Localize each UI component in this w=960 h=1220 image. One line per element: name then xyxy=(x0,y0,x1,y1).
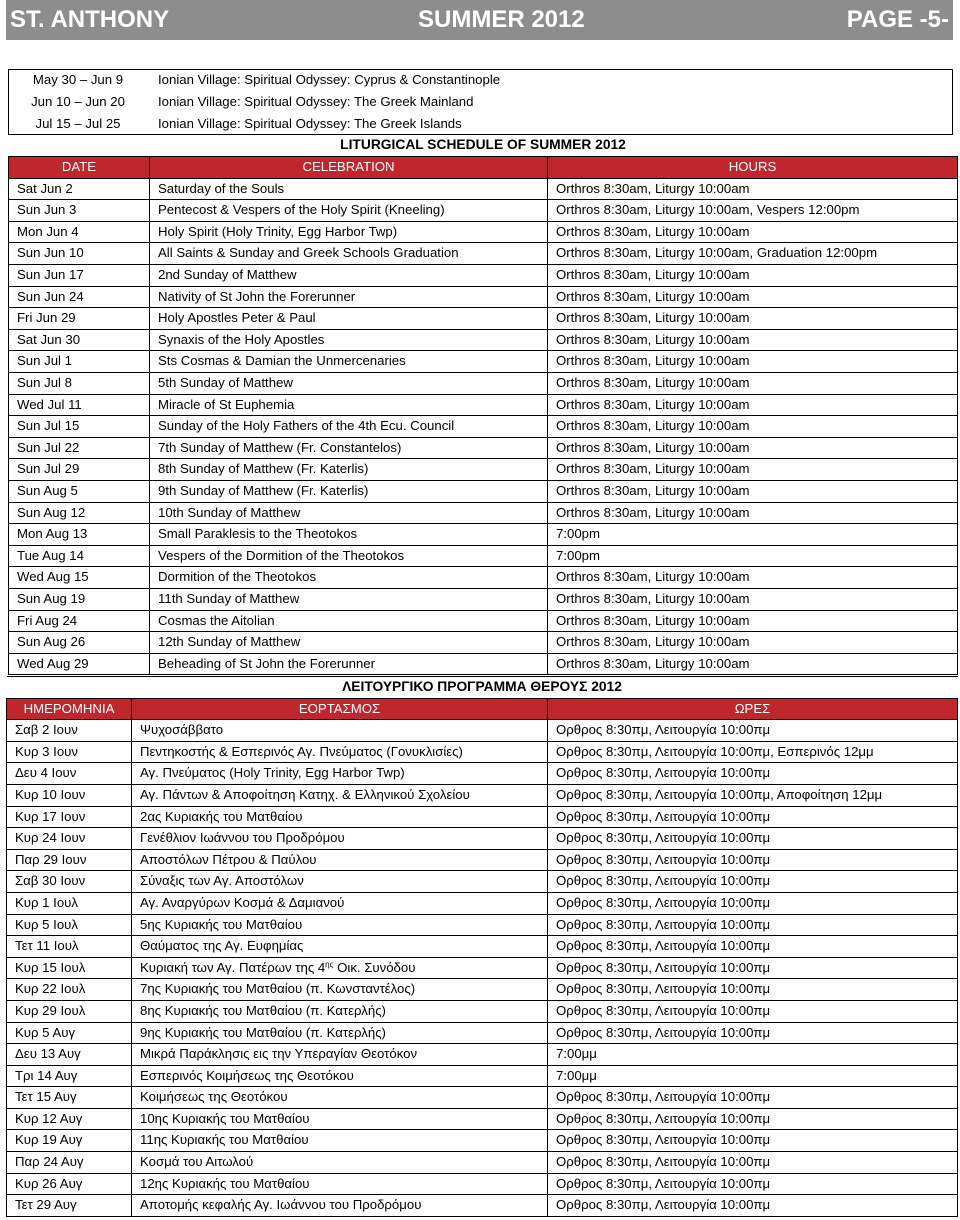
row-hours: Ορθρος 8:30πμ, Λειτουργία 10:00πμ xyxy=(548,1173,958,1195)
row-date: Sun Jun 10 xyxy=(9,243,150,265)
header-celebration: CELEBRATION xyxy=(150,157,548,179)
row-celebration: Sts Cosmas & Damian the Unmercenaries xyxy=(150,351,548,373)
row-date: Τετ 11 Ιουλ xyxy=(7,936,132,958)
row-hours: Orthros 8:30am, Liturgy 10:00am xyxy=(548,653,958,675)
row-date: Κυρ 5 Αυγ xyxy=(7,1022,132,1044)
row-hours: Orthros 8:30am, Liturgy 10:00am, Graduation 12:00pm xyxy=(548,243,958,265)
pilgrimage-row xyxy=(8,113,953,135)
row-hours: Ορθρος 8:30πμ, Λειτουργία 10:00πμ xyxy=(548,871,958,893)
row-hours: 7:00μμ xyxy=(548,1065,958,1087)
row-celebration: Αποστόλων Πέτρου & Παύλου xyxy=(132,849,548,871)
row-celebration: 12th Sunday of Matthew xyxy=(150,632,548,654)
row-celebration: 8th Sunday of Matthew (Fr. Katerlis) xyxy=(150,459,548,481)
issue-name: SUMMER 2012 xyxy=(418,6,585,33)
row-date: Κυρ 1 Ιουλ xyxy=(7,892,132,914)
english-schedule-row xyxy=(9,243,958,265)
row-date: Sun Aug 26 xyxy=(9,632,150,654)
greek-header-row xyxy=(7,698,958,720)
pilgrimage-table xyxy=(8,69,953,134)
english-schedule-title: LITURGICAL SCHEDULE OF SUMMER 2012 xyxy=(9,135,958,157)
pilgrimage-dates: Jul 15 – Jul 25 xyxy=(35,115,121,131)
row-hours: Ορθρος 8:30πμ, Λειτουργία 10:00πμ xyxy=(548,1000,958,1022)
row-hours: Orthros 8:30am, Liturgy 10:00am xyxy=(548,632,958,654)
greek-schedule-row xyxy=(7,871,958,893)
row-hours: Orthros 8:30am, Liturgy 10:00am xyxy=(548,329,958,351)
english-schedule-row xyxy=(9,632,958,654)
row-celebration: 8ης Κυριακής του Ματθαίου (π. Κατερλής) xyxy=(132,1000,548,1022)
parish-name: ST. ANTHONY xyxy=(10,6,170,33)
row-date: Sun Jun 24 xyxy=(9,286,150,308)
row-hours: Ορθρος 8:30πμ, Λειτουργία 10:00πμ xyxy=(548,828,958,850)
row-hours: Ορθρος 8:30πμ, Λειτουργία 10:00πμ xyxy=(548,957,958,979)
row-hours: Orthros 8:30am, Liturgy 10:00am xyxy=(548,481,958,503)
row-celebration: Γενέθλιον Ιωάννου του Προδρόμου xyxy=(132,828,548,850)
row-hours: Orthros 8:30am, Liturgy 10:00am xyxy=(548,308,958,330)
row-date: Κυρ 29 Ιουλ xyxy=(7,1000,132,1022)
row-celebration: Vespers of the Dormition of the Theotokos xyxy=(150,545,548,567)
row-hours: Orthros 8:30am, Liturgy 10:00am xyxy=(548,416,958,438)
row-date: Tue Aug 14 xyxy=(9,545,150,567)
row-celebration: Κυριακή των Αγ. Πατέρων της $4^{\eta\varsigma}$ Οικ. Συνόδου xyxy=(132,957,548,979)
row-celebration: 2ας Κυριακής του Ματθαίου xyxy=(132,806,548,828)
row-hours: Ορθρος 8:30πμ, Λειτουργία 10:00πμ xyxy=(548,1108,958,1130)
english-schedule-row xyxy=(9,610,958,632)
row-celebration: Small Paraklesis to the Theotokos xyxy=(150,524,548,546)
row-hours: Orthros 8:30am, Liturgy 10:00am xyxy=(548,459,958,481)
greek-schedule-row xyxy=(7,892,958,914)
row-date: Κυρ 5 Ιουλ xyxy=(7,914,132,936)
row-celebration: Εσπερινός Κοιμήσεως της Θεοτόκου xyxy=(132,1065,548,1087)
page-banner xyxy=(6,0,953,40)
row-celebration: Pentecost & Vespers of the Holy Spirit (Kneeling) xyxy=(150,200,548,222)
row-date: Δευ 4 Ιουν xyxy=(7,763,132,785)
row-celebration: 9ης Κυριακής του Ματθαίου (π. Κατερλής) xyxy=(132,1022,548,1044)
row-date: Κυρ 17 Ιουν xyxy=(7,806,132,828)
pilgrimage-description: Ionian Village: Spiritual Odyssey: Cyprus & Constantinople xyxy=(158,72,501,88)
row-date: Τετ 29 Αυγ xyxy=(7,1195,132,1217)
english-schedule-row xyxy=(9,351,958,373)
row-celebration: Αποτομής κεφαλής Αγ. Ιωάννου του Προδρόμου xyxy=(132,1195,548,1217)
row-date: Κυρ 12 Αυγ xyxy=(7,1108,132,1130)
english-schedule-row xyxy=(9,329,958,351)
greek-schedule-row xyxy=(7,1108,958,1130)
greek-schedule-row xyxy=(7,1000,958,1022)
row-celebration: Cosmas the Aitolian xyxy=(150,610,548,632)
row-date: Τρι 14 Αυγ xyxy=(7,1065,132,1087)
row-date: Κυρ 3 Ιουν xyxy=(7,741,132,763)
row-celebration: Κοιμήσεως της Θεοτόκου xyxy=(132,1087,548,1109)
row-celebration: Miracle of St Euphemia xyxy=(150,394,548,416)
english-schedule-table xyxy=(8,135,958,675)
english-schedule-row xyxy=(9,416,958,438)
row-celebration: 2nd Sunday of Matthew xyxy=(150,265,548,287)
row-date: Sat Jun 30 xyxy=(9,329,150,351)
row-hours: 7:00pm xyxy=(548,545,958,567)
english-schedule-row xyxy=(9,178,958,200)
english-schedule-row xyxy=(9,524,958,546)
header-hours-gr: ΩΡΕΣ xyxy=(548,698,958,720)
row-celebration: Synaxis of the Holy Apostles xyxy=(150,329,548,351)
greek-schedule-row xyxy=(7,763,958,785)
header-date: DATE xyxy=(9,157,150,179)
pilgrimage-row xyxy=(8,91,953,113)
english-header-row xyxy=(9,157,958,179)
row-hours: Ορθρος 8:30πμ, Λειτουργία 10:00πμ xyxy=(548,936,958,958)
row-celebration: 5th Sunday of Matthew xyxy=(150,373,548,395)
row-celebration: 10th Sunday of Matthew xyxy=(150,502,548,524)
row-date: Κυρ 19 Αυγ xyxy=(7,1130,132,1152)
row-hours: Orthros 8:30am, Liturgy 10:00am xyxy=(548,265,958,287)
row-hours: Orthros 8:30am, Liturgy 10:00am xyxy=(548,286,958,308)
row-hours: Orthros 8:30am, Liturgy 10:00am xyxy=(548,394,958,416)
row-date: Sun Jul 1 xyxy=(9,351,150,373)
header-date-gr: ΗΜΕΡΟΜΗΝΙΑ xyxy=(7,698,132,720)
greek-schedule-row xyxy=(7,1130,958,1152)
greek-schedule-row xyxy=(7,936,958,958)
row-celebration: 7ης Κυριακής του Ματθαίου (π. Κωνσταντέλος) xyxy=(132,979,548,1001)
row-date: Sun Aug 19 xyxy=(9,588,150,610)
english-schedule-row xyxy=(9,588,958,610)
row-celebration: 5ης Κυριακής του Ματθαίου xyxy=(132,914,548,936)
row-celebration: All Saints & Sunday and Greek Schools Graduation xyxy=(150,243,548,265)
row-date: Τετ 15 Αυγ xyxy=(7,1087,132,1109)
row-date: Σαβ 2 Ιουν xyxy=(7,720,132,742)
row-date: Fri Jun 29 xyxy=(9,308,150,330)
page-number: PAGE -5- xyxy=(846,6,949,33)
row-celebration: Nativity of St John the Forerunner xyxy=(150,286,548,308)
row-hours: Ορθρος 8:30πμ, Λειτουργία 10:00πμ xyxy=(548,720,958,742)
row-celebration: Αγ. Πνεύματος (Holy Trinity, Egg Harbor Twp) xyxy=(132,763,548,785)
greek-schedule-row xyxy=(7,741,958,763)
greek-schedule-row xyxy=(7,806,958,828)
english-schedule-row xyxy=(9,286,958,308)
row-date: Sat Jun 2 xyxy=(9,178,150,200)
row-date: Sun Jul 29 xyxy=(9,459,150,481)
row-hours: Orthros 8:30am, Liturgy 10:00am xyxy=(548,373,958,395)
row-date: Wed Aug 15 xyxy=(9,567,150,589)
row-celebration: Beheading of St John the Forerunner xyxy=(150,653,548,675)
row-celebration: Σύναξις των Αγ. Αποστόλων xyxy=(132,871,548,893)
row-celebration: Αγ. Πάντων & Αποφοίτηση Κατηχ. & Ελληνικού Σχολείου xyxy=(132,784,548,806)
greek-schedule-row xyxy=(7,1022,958,1044)
row-hours: Ορθρος 8:30πμ, Λειτουργία 10:00πμ xyxy=(548,763,958,785)
row-hours: Orthros 8:30am, Liturgy 10:00am xyxy=(548,610,958,632)
row-date: Sun Jun 3 xyxy=(9,200,150,222)
row-hours: Orthros 8:30am, Liturgy 10:00am xyxy=(548,502,958,524)
english-schedule-row xyxy=(9,265,958,287)
row-celebration: 12ης Κυριακής του Ματθαίου xyxy=(132,1173,548,1195)
row-date: Sun Aug 12 xyxy=(9,502,150,524)
row-hours: Orthros 8:30am, Liturgy 10:00am xyxy=(548,437,958,459)
row-date: Κυρ 22 Ιουλ xyxy=(7,979,132,1001)
row-hours: Ορθρος 8:30πμ, Λειτουργία 10:00πμ xyxy=(548,914,958,936)
row-celebration: 9th Sunday of Matthew (Fr. Katerlis) xyxy=(150,481,548,503)
row-date: Sun Aug 5 xyxy=(9,481,150,503)
row-date: Παρ 29 Ιουν xyxy=(7,849,132,871)
english-schedule-row xyxy=(9,308,958,330)
row-celebration: Holy Apostles Peter & Paul xyxy=(150,308,548,330)
english-schedule-row xyxy=(9,459,958,481)
row-hours: Ορθρος 8:30πμ, Λειτουργία 10:00πμ xyxy=(548,892,958,914)
row-celebration: Μικρά Παράκλησις εις την Υπεραγίαν Θεοτόκον xyxy=(132,1044,548,1066)
greek-schedule-row xyxy=(7,1195,958,1217)
row-celebration: Sunday of the Holy Fathers of the 4th Ecu. Council xyxy=(150,416,548,438)
english-schedule-row xyxy=(9,481,958,503)
english-schedule-row xyxy=(9,653,958,675)
pilgrimage-description: Ionian Village: Spiritual Odyssey: The Greek Islands xyxy=(158,115,462,131)
row-date: Mon Aug 13 xyxy=(9,524,150,546)
greek-schedule-row xyxy=(7,784,958,806)
english-schedule-row xyxy=(9,200,958,222)
english-schedule-row xyxy=(9,373,958,395)
row-celebration: Θαύματος της Αγ. Ευφημίας xyxy=(132,936,548,958)
row-hours: Ορθρος 8:30πμ, Λειτουργία 10:00πμ, Αποφοίτηση 12μμ xyxy=(548,784,958,806)
english-schedule-row xyxy=(9,545,958,567)
row-date: Κυρ 10 Ιουν xyxy=(7,784,132,806)
row-hours: Ορθρος 8:30πμ, Λειτουργία 10:00πμ xyxy=(548,1087,958,1109)
greek-schedule-row xyxy=(7,1065,958,1087)
row-hours: Orthros 8:30am, Liturgy 10:00am xyxy=(548,588,958,610)
row-date: Mon Jun 4 xyxy=(9,221,150,243)
row-hours: Orthros 8:30am, Liturgy 10:00am xyxy=(548,178,958,200)
row-hours: Ορθρος 8:30πμ, Λειτουργία 10:00πμ xyxy=(548,1152,958,1174)
header-celebration-gr: ΕΟΡΤΑΣΜΟΣ xyxy=(132,698,548,720)
row-hours: Ορθρος 8:30πμ, Λειτουργία 10:00πμ xyxy=(548,1130,958,1152)
row-date: Fri Aug 24 xyxy=(9,610,150,632)
row-date: Δευ 13 Αυγ xyxy=(7,1044,132,1066)
row-celebration: 11th Sunday of Matthew xyxy=(150,588,548,610)
row-date: Sun Jul 8 xyxy=(9,373,150,395)
header-hours: HOURS xyxy=(548,157,958,179)
row-hours: Orthros 8:30am, Liturgy 10:00am xyxy=(548,567,958,589)
row-celebration: Dormition of the Theotokos xyxy=(150,567,548,589)
english-schedule-row xyxy=(9,394,958,416)
greek-schedule-row xyxy=(7,1173,958,1195)
greek-schedule-row xyxy=(7,1044,958,1066)
english-schedule-row xyxy=(9,567,958,589)
pilgrimage-row xyxy=(8,69,953,91)
row-hours: Ορθρος 8:30πμ, Λειτουργία 10:00πμ xyxy=(548,1022,958,1044)
english-schedule-row xyxy=(9,221,958,243)
row-hours: Ορθρος 8:30πμ, Λειτουργία 10:00πμ xyxy=(548,806,958,828)
row-date: Wed Aug 29 xyxy=(9,653,150,675)
english-schedule-row xyxy=(9,437,958,459)
row-hours: Ορθρος 8:30πμ, Λειτουργία 10:00πμ xyxy=(548,979,958,1001)
greek-schedule-row xyxy=(7,979,958,1001)
greek-schedule-row xyxy=(7,720,958,742)
row-hours: Orthros 8:30am, Liturgy 10:00am xyxy=(548,351,958,373)
row-date: Κυρ 15 Ιουλ xyxy=(7,957,132,979)
row-date: Κυρ 26 Αυγ xyxy=(7,1173,132,1195)
row-hours: Ορθρος 8:30πμ, Λειτουργία 10:00πμ, Εσπερινός 12μμ xyxy=(548,741,958,763)
row-date: Κυρ 24 Ιουν xyxy=(7,828,132,850)
row-hours: 7:00pm xyxy=(548,524,958,546)
row-hours: Orthros 8:30am, Liturgy 10:00am xyxy=(548,221,958,243)
greek-schedule-row xyxy=(7,849,958,871)
english-schedule-row xyxy=(9,502,958,524)
row-date: Σαβ 30 Ιουν xyxy=(7,871,132,893)
greek-schedule-title: ΛΕΙΤΟΥΡΓΙΚΟ ΠΡΟΓΡΑΜΜΑ ΘΕΡΟΥΣ 2012 xyxy=(7,677,958,699)
greek-schedule-row xyxy=(7,1087,958,1109)
greek-schedule-row xyxy=(7,914,958,936)
row-celebration: 10ης Κυριακής του Ματθαίου xyxy=(132,1108,548,1130)
row-date: Παρ 24 Αυγ xyxy=(7,1152,132,1174)
greek-schedule-table xyxy=(6,676,958,1217)
row-date: Sun Jun 17 xyxy=(9,265,150,287)
row-celebration: Ψυχοσάββατο xyxy=(132,720,548,742)
greek-schedule-row xyxy=(7,957,958,979)
pilgrimage-dates: May 30 – Jun 9 xyxy=(32,72,124,88)
pilgrimage-dates: Jun 10 – Jun 20 xyxy=(31,94,125,110)
row-celebration: Saturday of the Souls xyxy=(150,178,548,200)
row-date: Sun Jul 15 xyxy=(9,416,150,438)
row-hours: Ορθρος 8:30πμ, Λειτουργία 10:00πμ xyxy=(548,849,958,871)
row-hours: Ορθρος 8:30πμ, Λειτουργία 10:00πμ xyxy=(548,1195,958,1217)
row-celebration: 7th Sunday of Matthew (Fr. Constantelos) xyxy=(150,437,548,459)
row-celebration: Αγ. Αναργύρων Κοσμά & Δαμιανού xyxy=(132,892,548,914)
greek-schedule-row xyxy=(7,1152,958,1174)
row-celebration: 11ης Κυριακής του Ματθαίου xyxy=(132,1130,548,1152)
pilgrimage-description: Ionian Village: Spiritual Odyssey: The Greek Mainland xyxy=(158,94,474,110)
row-celebration: Κοσμά του Αιτωλού xyxy=(132,1152,548,1174)
greek-schedule-row xyxy=(7,828,958,850)
row-hours: 7:00μμ xyxy=(548,1044,958,1066)
row-hours: Orthros 8:30am, Liturgy 10:00am, Vespers 12:00pm xyxy=(548,200,958,222)
row-date: Wed Jul 11 xyxy=(9,394,150,416)
row-date: Sun Jul 22 xyxy=(9,437,150,459)
row-celebration: Πεντηκοστής & Εσπερινός Αγ. Πνεύματος (Γονυκλισίες) xyxy=(132,741,548,763)
row-celebration: Holy Spirit (Holy Trinity, Egg Harbor Twp) xyxy=(150,221,548,243)
